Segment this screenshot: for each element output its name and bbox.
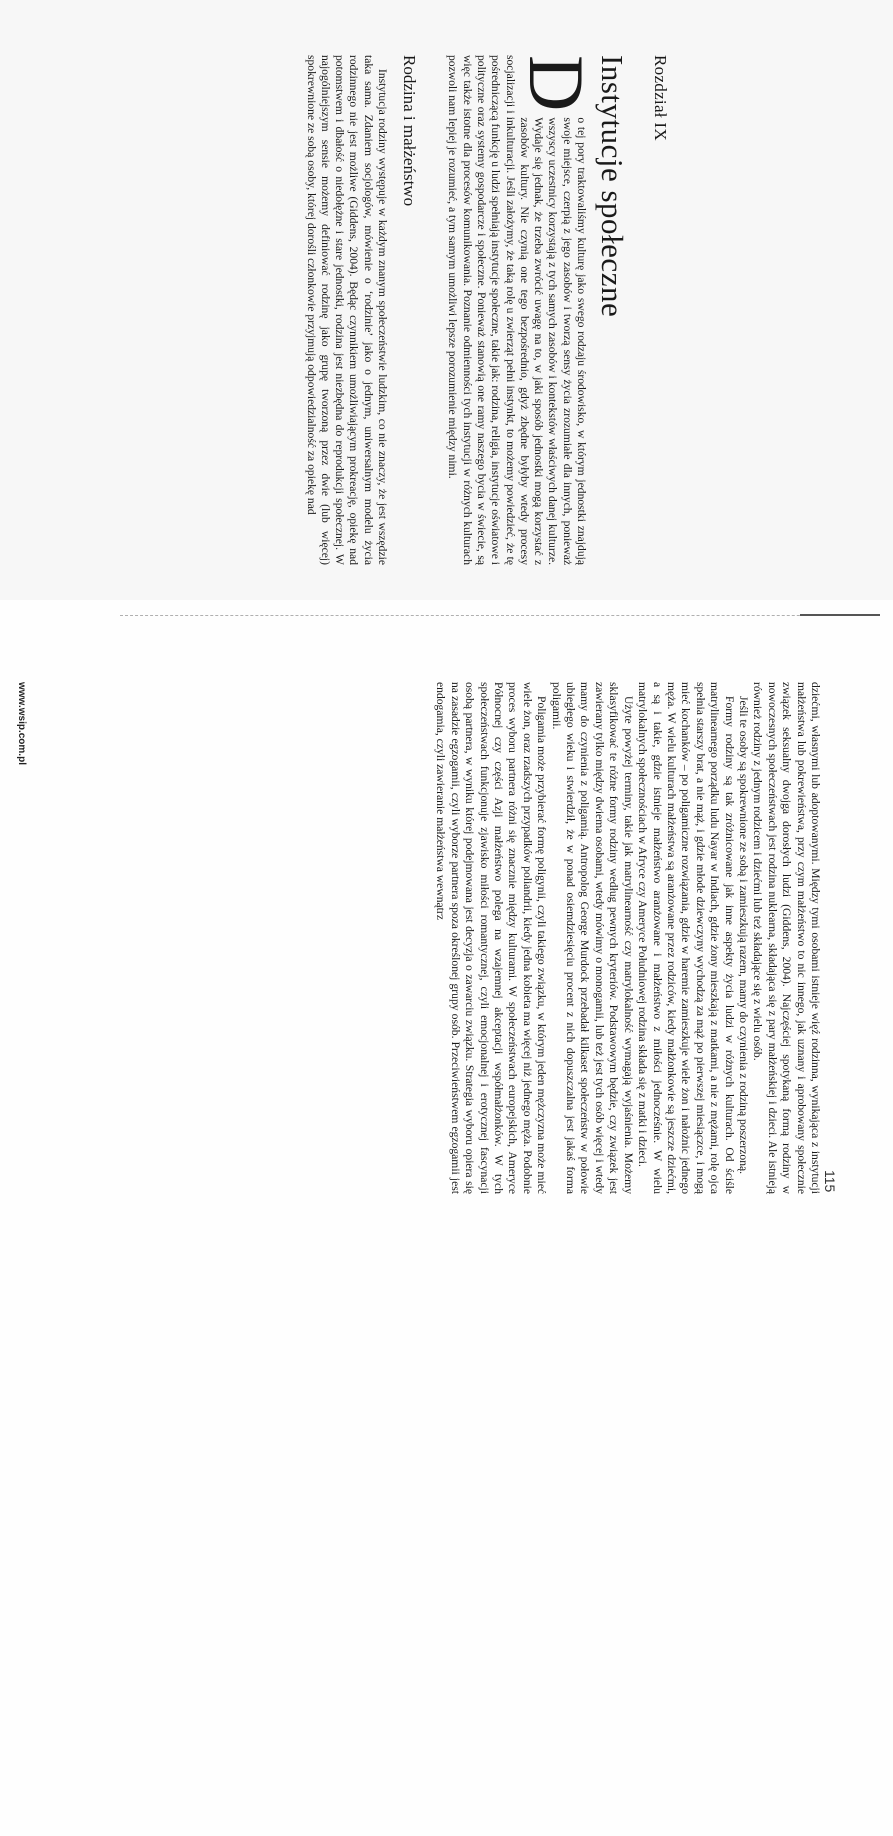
left-page [30, 55, 670, 565]
footer-url: www.wsip.com.pl [16, 682, 27, 765]
body-paragraph: Jeśli te osoby są spokrewnione ze sobą i zamieszkują razem, mamy do czynienia z rodziną poszerzoną. [736, 696, 750, 1175]
intro-text: o tej pory traktowaliśmy kulturę jako swego rodzaju środowisko, w którym jednostki znajdują swoje miejsce, czerpią z jego zasobów i tworzą sensy życia zrozumiałe dla innych, ponieważ wszyscy uczestnicy korzystają z tych samych zasobów i kontekstów właściwych danej kulturze. Wydaje się jednak, że trzeba zwrócić uwagę na to, w jaki sposób jednostki mogą korzystać z zasobów kultury. Nie czynią one tego bezpośrednio, gdyż zbędne byłyby wtedy procesy socjalizacji i inkulturacji. Jeśli założymy, że taką rolę u zwierząt pełni instynkt, to możemy powiedzieć, że tę pośredniczącą funkcję u ludzi spełniają instytucje społeczne, takie jak: rodzina, religia, instytucje oświatowe i polityczne oraz systemy gospodarcze i społeczne. Ponieważ stanowią one ramy naszego bycia w świecie, są więc także istotne dla procesów komunikowania. Poznanie odmienności tych instytucji w różnych kulturach pozwoli nam lepiej je rozumieć, a tym samym umożliwi lepsze porozumienie między nimi. [446, 55, 588, 565]
chapter-title: Instytucje społeczne [595, 55, 630, 318]
body-paragraph: Poligamia może przybierać formę poligynii, czyli takiego związku, w którym jeden mężczyzna może mieć wiele żon, oraz rzadszych przypadków poliandrii, kiedy jedna kobieta ma więcej niż jednego męża. Podobnie proces wyboru partnera różni się znacznie między kulturami. W społeczeństwach europejskich, Ameryce Północnej czy części Azji małżeństwo polega na wzajemnej akceptacji współmałżonków. W tych społeczeństwach funkcjonuje zjawisko miłości romantycznej, czyli emocjonalnej i erotycznej fascynacji osobą partnera, w wyniku której podejmowana jest decyzja o zawarciu związku. Strategia wyboru opiera się na zasadzie egzogamii, czyli wyborze partnera spoza określonej grupy osób. Przeciwieństwem egzogamii jest endogamia, czyli zawieranie małżeństwa wewnątrz [434, 682, 549, 1194]
page-fold-mark [800, 614, 880, 616]
body-paragraph: Formy rodziny są tak zróżnicowane jak inne aspekty życia ludzi w różnych kulturach. Od ściśle matrylinearnego porządku ludu Nayar w Indiach, gdzie żony mieszkają z matkami, a nie z mężami, rolę ojca spełnia starszy brat, a nie mąż, i gdzie młode dziewczyny wychodzą za mąż po pierwszej miesiączce, i mogą mieć kochanków – po poligamiczne rozwiązania, gdzie w haremie zamieszkuje wiele żon i nałożnic jednego męża. W wielu kulturach małżeństwa są aranżowane przez rodziców, kiedy małżonkowie są jeszcze dziećmi, a są i takie, gdzie istnieje małżeństwo aranżowane i małżeństwo z miłości jednocześnie. W wielu matrylokalnych społecznościach w Afryce czy Ameryce Południowej rodzina składa się z matki i dzieci. [636, 682, 736, 1194]
section-heading: Rodzina i małżeństwo [400, 55, 420, 207]
page-fold-line [120, 615, 880, 616]
body-paragraph: Użyte powyżej terminy, takie jak matrylinearność czy matrylokalność wymagają wyjaśnienia. Możemy sklasyfikować te różne formy rodziny według pewnych kryteriów. Podstawowym będzie, czy związek jest zawierany tylko między dwiema osobami, wtedy mówimy o monogamii, lub też jest tych osób więcej i wtedy mamy do czynienia z poligamią. Antropolog George Murdock przebadał kilkaset społeczeństw w połowie ubiegłego wieku i stwierdził, że w ponad osiemdziesięciu procent z nich dopuszczalna jest jakaś forma poligamii. [549, 682, 635, 1194]
chapter-label: Rozdział IX [651, 55, 670, 141]
page-number: 115 [822, 1170, 838, 1193]
body-paragraph: dziećmi, własnymi lub adoptowanymi. Między tymi osobami istnieje więź rodzinna, wynikająca z instytucji małżeństwa lub pokrewieństwa, przy czym małżeństwo to nic innego, jak uznany i aprobowany społecznie związek seksualny dwojga dorosłych ludzi (Giddens, 2004). Najczęściej spotykaną formą rodziny w nowoczesnych społeczeństwach jest rodzina nuklearna, składająca się z pary małżeńskiej i dzieci. Ale istnieją również rodziny z jednym rodzicem i dziećmi lub też składające się z wielu osób. [751, 682, 822, 1194]
right-page [16, 682, 822, 1194]
intro-paragraph [445, 55, 600, 565]
drop-cap: D [513, 55, 600, 112]
section-paragraph: Instytucja rodziny występuje w każdym znanym społeczeństwie ludzkim, co nie znaczy, że jest wszędzie taka sama. Zdaniem socjologów, mówienie o ‘rodzinie’ jako o jednym, uniwersalnym modelu życia rodzinnego nie jest możliwe (Giddens, 2004). Będąc czynnikiem umożliwiającym prokreację, opiekę nad potomstwem i dbałość o niedołężne i stare jednostki, rodzina jest niezbędna do reprodukcji społecznej. W najogólniejszym sensie możemy definiować rodzinę jako grupę tworzoną przez dwie (lub więcej) spokrewnione ze sobą osoby, której dorośli członkowie przyjmują odpowiedzialność za opiekę nad [304, 55, 390, 565]
